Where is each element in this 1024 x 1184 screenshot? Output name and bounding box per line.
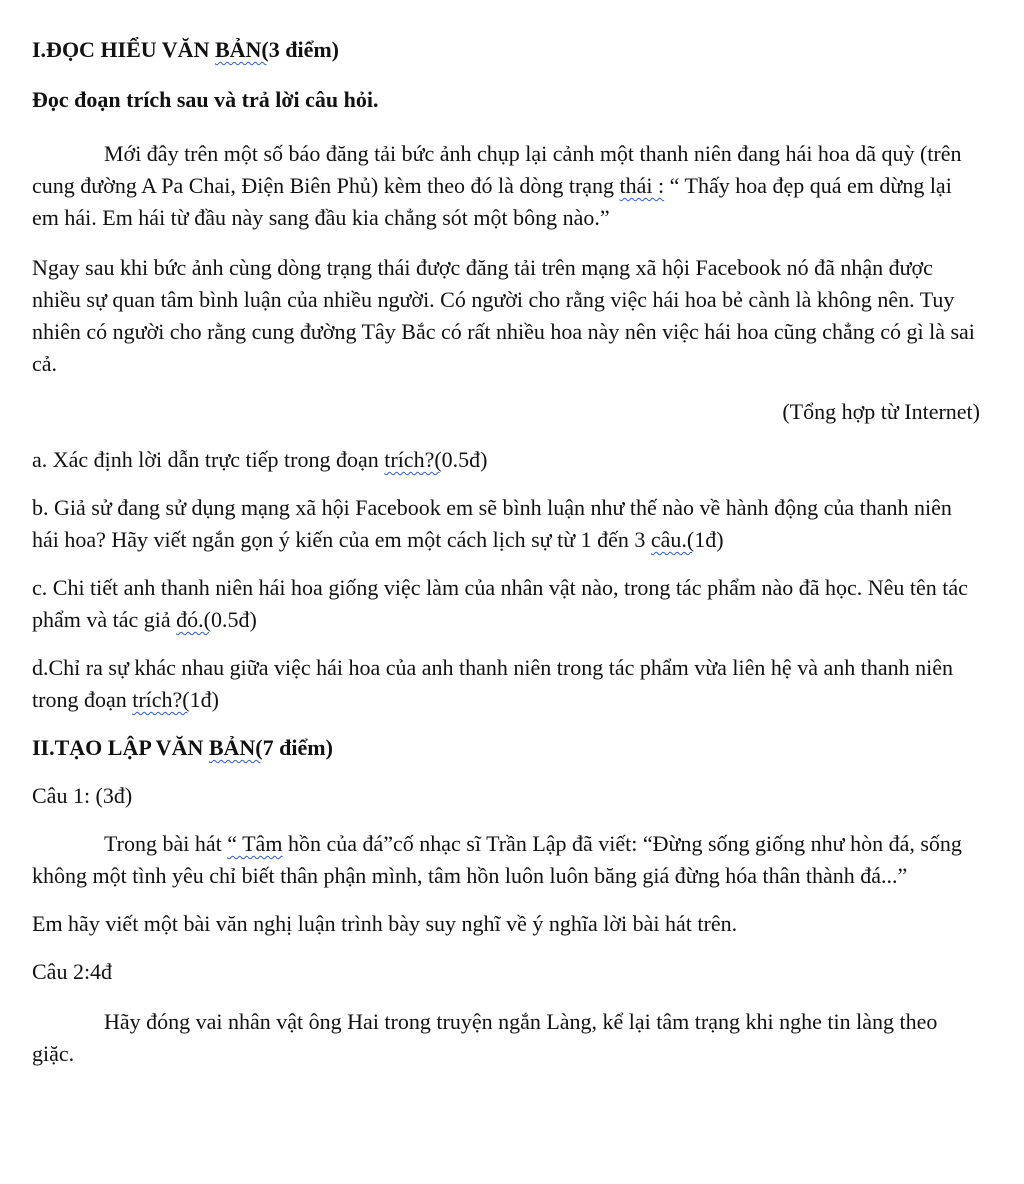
question-text: d.Chỉ ra sự khác nhau giữa việc hái hoa của anh thanh niên trong tác phẩm vừa liên hệ và anh thanh niên trong đoạn [32,655,953,712]
question-score: 1đ) [189,687,219,712]
section2-heading-text: II.TẠO LẬP VĂN [32,735,209,760]
source-citation: (Tổng hợp từ Internet) [782,399,980,424]
section1-heading-score: 3 điểm) [268,37,339,62]
section2-heading-score: 7 điểm) [262,735,333,760]
instruction: Đọc đoạn trích sau và trả lời câu hỏi. [32,87,379,112]
cau2-label: Câu 2:4đ [32,959,113,984]
question-d [32,652,980,716]
question-text: c. Chi tiết anh thanh niên hái hoa giống việc làm của nhân vật nào, trong tác phẩm nào đã học. Nêu tên tác phẩm và tác giả [32,575,968,632]
cau1-lyric-quote: hồn của đá”cố nhạc sĩ Trần Lập đã viết: “Đừng sống giống như hòn đá, sống không một tình yêu chỉ biết thân phận mình, tâm hồn luôn luôn băng giá đừng hóa thân thành đá...” [32,831,962,888]
spellcheck-word: đó.( [176,607,211,632]
question-score: 1đ) [694,527,724,552]
spellcheck-word: thái : [619,173,665,198]
question-a [32,444,980,476]
section1-heading-text: I.ĐỌC HIỂU VĂN [32,37,215,62]
excerpt-quote: “ Thấy hoa đẹp quá em dừng lại em hái. Em hái từ đầu này sang đầu kia chẳng sót một bông nào.” [32,173,952,230]
spellcheck-word: trích?( [384,447,442,472]
spellcheck-word: BẢN( [208,735,263,760]
cau1-task: Em hãy viết một bài văn nghị luận trình bày suy nghĩ về ý nghĩa lời bài hát trên. [32,911,738,936]
spellcheck-word: câu.( [650,527,695,552]
cau1-prompt [32,828,980,892]
spellcheck-word: BẢN( [214,37,269,62]
question-text: b. Giả sử đang sử dụng mạng xã hội Facebook em sẽ bình luận như thế nào về hành động của thanh niên hái hoa? Hãy viết ngắn gọn ý kiến của em một cách lịch sự từ 1 đến 3 [32,495,952,552]
question-b [32,492,980,556]
cau1-prompt-text: Trong bài hát [104,831,228,856]
spellcheck-word: trích?( [132,687,190,712]
question-score: 0.5đ) [441,447,488,472]
spellcheck-word: “ Tâm [227,831,283,856]
section1-heading [32,34,980,66]
excerpt-text: Mới đây trên một số báo đăng tải bức ảnh chụp lại cảnh một thanh niên đang hái hoa dã quỳ (trên cung đường A Pa Chai, Điện Biên Phủ) kèm theo đó là dòng trạng [32,141,962,198]
question-text: a. Xác định lời dẫn trực tiếp trong đoạn [32,447,385,472]
excerpt-paragraph-1 [32,138,980,234]
cau2-prompt: Hãy đóng vai nhân vật ông Hai trong truyện ngắn Làng, kể lại tâm trạng khi nghe tin làng theo giặc. [32,1009,938,1066]
section2-heading [32,732,980,764]
excerpt-paragraph-2: Ngay sau khi bức ảnh cùng dòng trạng thái được đăng tải trên mạng xã hội Facebook nó đã nhận được nhiều sự quan tâm bình luận của nhiều người. Có người cho rằng việc hái hoa bẻ cành là không nên. Tuy nhiên có người cho rằng cung đường Tây Bắc có rất nhiều hoa này nên việc hái hoa cũng chẳng có gì là sai cả. [32,255,975,376]
question-score: 0.5đ) [211,607,257,632]
question-c [32,572,980,636]
cau1-label: Câu 1: (3đ) [32,783,133,808]
